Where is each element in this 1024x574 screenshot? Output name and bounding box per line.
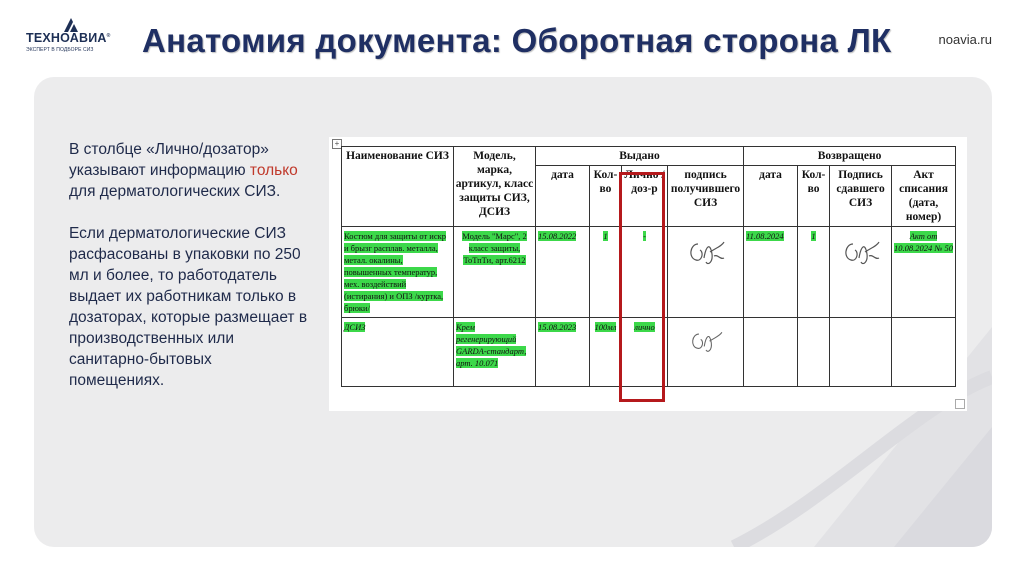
highlight-word: только [249,162,298,179]
personal-column-highlight [619,172,665,402]
paragraph-1: В столбце «Лично/дозатор» указывают информацию только для дерматологических СИЗ. [69,141,298,200]
logo-brand: ТЕХНОАВИА® [26,31,111,45]
cell-model: Модель "Марс", 2 класс защиты, ТоТпТи, арт.6212 [462,231,527,265]
table-resize-handle [955,399,965,409]
signature-icon [839,236,883,270]
header-writeoff-act: Акт списания (дата, номер) [892,166,956,227]
header-issued: Выдано [536,147,744,166]
cell-model: Крем регенерирующий GARDA-стандарт, арт. 10.071 [456,322,527,368]
signature-icon [684,236,728,270]
cell-personal: - [643,231,646,241]
cell-qty-returned: 1 [811,231,816,241]
logo-mark-icon [64,18,78,32]
cell-date: 15.08.2022 [538,231,577,241]
header-name: Наименование СИЗ [342,147,454,227]
cell-date: 15.08.2023 [538,322,577,332]
page-title: Анатомия документа: Оборотная сторона ЛК [142,22,892,59]
header-returned: Возвращено [744,147,956,166]
paragraph-2: Если дерматологические СИЗ расфасованы в упаковки по 250 мл и более, то работодатель выдает их работникам только в дозаторах, которые размещает в производственных или санитарно-бытовых помещениях. [69,225,308,389]
header-date-returned: дата [744,166,798,227]
table-move-handle: + [332,139,342,149]
cell-act: Акт от 10.08.2024 № 50 [894,231,954,253]
header-qty: Кол-во [590,166,622,227]
cell-qty: 100мл [594,322,617,332]
header-model: Модель, марка, артикул, класс защиты СИЗ, ДСИЗ [454,147,536,227]
header-personal: Лично /доз-р [622,166,668,227]
logo-tagline: ЭКСПЕРТ В ПОДБОРЕ СИЗ [26,47,94,53]
cell-personal: лично [634,322,655,332]
header-date: дата [536,166,590,227]
cell-date-returned: 11.08.2024 [746,231,784,241]
technoavia-logo [26,18,126,58]
header-giver-sign: Подпись сдавшего СИЗ [830,166,892,227]
explanation-text [69,139,309,412]
header-recipient-sign: подпись получившего СИЗ [668,166,744,227]
cell-name: Костюм для защиты от искр и брызг расплав. металла, метал. окалины, повышенных температур, мех. воздействий (истирания) и ОПЗ /куртка, брюки/ [344,231,446,313]
signature-icon [686,327,726,357]
cell-name: ДСИЗ [344,322,366,332]
header-qty-returned: Кол-во [798,166,830,227]
cell-qty: 1 [603,231,608,241]
site-url: noavia.ru [938,32,992,47]
